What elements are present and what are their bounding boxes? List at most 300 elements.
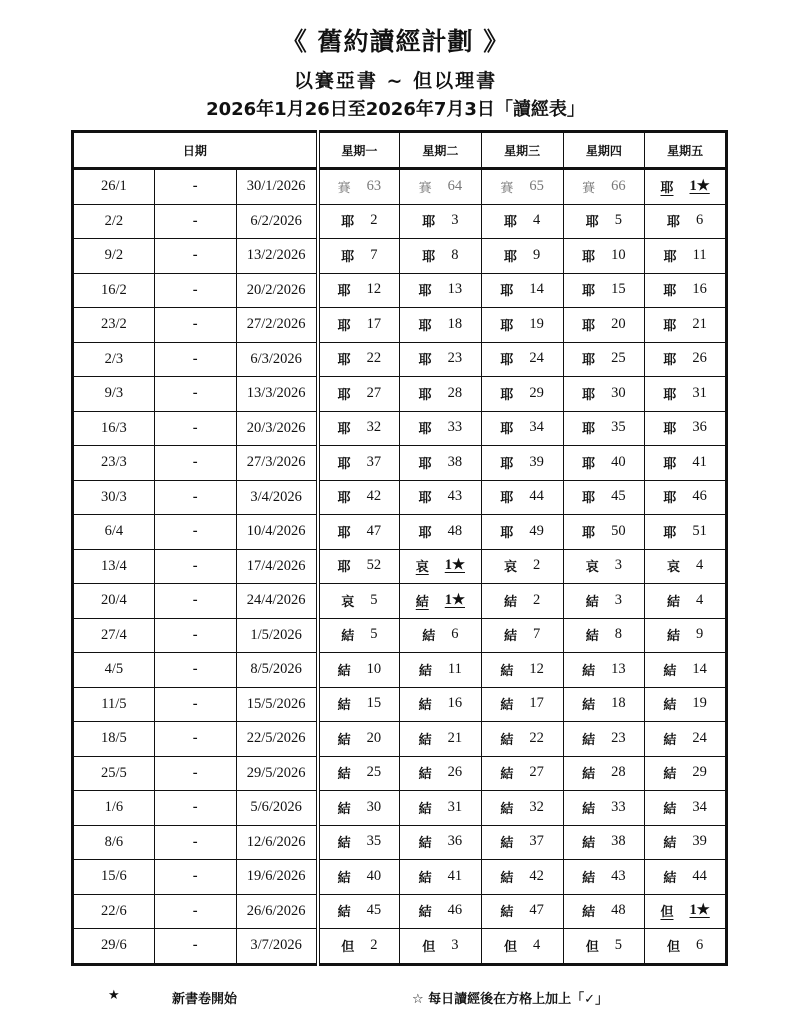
reading <box>667 591 703 610</box>
reading-cell-wednesday[interactable] <box>481 584 563 619</box>
book-abbrev: 耶 <box>503 249 517 265</box>
header-thursday: 星期四 <box>563 132 645 169</box>
chapter-number: 18 <box>611 695 626 712</box>
book-abbrev: 結 <box>582 732 596 748</box>
chapter-number: 20 <box>366 729 382 746</box>
reading-cell-monday[interactable] <box>318 239 400 274</box>
reading-cell-friday[interactable] <box>645 618 727 653</box>
reading-cell-wednesday[interactable] <box>481 929 563 965</box>
chapter-number: 14 <box>529 281 544 298</box>
book-abbrev: 耶 <box>418 284 432 300</box>
chapter-number: 4 <box>696 557 704 574</box>
reading-cell-thursday[interactable] <box>563 756 645 791</box>
book-abbrev: 耶 <box>663 387 677 403</box>
reading-cell-wednesday[interactable] <box>481 342 563 377</box>
book-abbrev: 結 <box>418 801 432 817</box>
date-dash: - <box>154 894 236 929</box>
reading-cell-wednesday[interactable] <box>481 480 563 515</box>
book-abbrev: 結 <box>582 801 596 817</box>
week-end-date: 8/5/2026 <box>236 653 318 688</box>
instruction-text: ☆ 每日讀經後在方格上加上「✓」 <box>412 992 609 1007</box>
reading <box>500 315 544 334</box>
reading-cell-monday[interactable] <box>318 308 400 343</box>
reading-cell-thursday[interactable] <box>563 342 645 377</box>
reading-cell-tuesday[interactable] <box>400 239 482 274</box>
reading-cell-friday[interactable] <box>645 169 727 205</box>
reading <box>419 384 463 403</box>
reading-cell-friday[interactable] <box>645 377 727 412</box>
reading <box>582 418 626 437</box>
chapter-number: 42 <box>366 488 382 505</box>
chapter-number: 45 <box>611 488 626 505</box>
book-abbrev: 結 <box>503 594 517 610</box>
week-start-date: 8/6 <box>73 825 155 860</box>
reading <box>663 384 707 403</box>
reading-cell-friday[interactable] <box>645 584 727 619</box>
reading <box>419 798 463 817</box>
reading <box>664 246 707 265</box>
book-abbrev: 耶 <box>341 249 355 265</box>
week-end-date: 26/6/2026 <box>236 894 318 929</box>
reading-cell-friday[interactable] <box>645 894 727 929</box>
book-abbrev: 哀 <box>415 560 429 576</box>
reading <box>500 522 544 541</box>
reading-cell-tuesday[interactable] <box>400 653 482 688</box>
reading-cell-wednesday[interactable] <box>481 411 563 446</box>
reading-cell-tuesday[interactable] <box>400 722 482 757</box>
reading <box>582 901 626 920</box>
week-start-date: 2/2 <box>73 204 155 239</box>
reading-cell-friday[interactable] <box>645 549 727 584</box>
chapter-number: 25 <box>611 350 626 367</box>
week-end-date: 22/5/2026 <box>236 722 318 757</box>
reading-cell-friday[interactable] <box>645 722 727 757</box>
reading-cell-thursday[interactable] <box>563 860 645 895</box>
reading-cell-tuesday[interactable] <box>400 342 482 377</box>
reading-cell-friday[interactable] <box>645 239 727 274</box>
reading-cell-wednesday[interactable] <box>481 860 563 895</box>
reading <box>504 556 540 575</box>
book-abbrev: 耶 <box>582 353 596 369</box>
book-abbrev: 結 <box>585 629 599 645</box>
week-start-date: 2/3 <box>73 342 155 377</box>
chapter-number: 48 <box>447 522 463 539</box>
reading-cell-thursday[interactable] <box>563 894 645 929</box>
reading-cell-thursday[interactable] <box>563 377 645 412</box>
reading-cell-friday[interactable] <box>645 756 727 791</box>
table-row <box>73 618 727 653</box>
book-abbrev: 結 <box>503 629 517 645</box>
book-abbrev: 耶 <box>663 353 677 369</box>
chapter-number: 25 <box>366 764 382 781</box>
reading-cell-monday[interactable] <box>318 687 400 722</box>
book-abbrev: 結 <box>663 767 677 783</box>
reading <box>419 418 463 437</box>
reading-cell-wednesday[interactable] <box>481 618 563 653</box>
book-abbrev: 結 <box>337 801 351 817</box>
book-abbrev: 但 <box>341 939 355 955</box>
reading-cell-friday[interactable] <box>645 791 727 826</box>
table-row <box>73 377 727 412</box>
reading-cell-monday[interactable] <box>318 342 400 377</box>
table-row <box>73 169 727 205</box>
reading-cell-thursday[interactable] <box>563 515 645 550</box>
week-start-date: 9/2 <box>73 239 155 274</box>
chapter-number: 44 <box>529 488 544 505</box>
chapter-number: 27 <box>366 384 382 401</box>
reading-cell-tuesday[interactable] <box>400 169 482 205</box>
chapter-number: 29 <box>529 384 544 401</box>
reading-cell-tuesday[interactable] <box>400 791 482 826</box>
reading <box>582 832 626 851</box>
book-abbrev: 耶 <box>582 318 596 334</box>
reading-cell-tuesday[interactable] <box>400 618 482 653</box>
reading <box>500 763 544 782</box>
book-abbrev: 結 <box>500 870 514 886</box>
chapter-number: 6 <box>696 212 704 229</box>
date-dash: - <box>154 342 236 377</box>
reading <box>663 832 707 851</box>
week-end-date: 30/1/2026 <box>236 169 318 205</box>
reading-cell-monday[interactable] <box>318 169 400 205</box>
chapter-number: 1★ <box>689 902 710 919</box>
reading-cell-monday[interactable] <box>318 653 400 688</box>
chapter-number: 5 <box>614 212 622 229</box>
reading <box>500 349 544 368</box>
reading-cell-tuesday[interactable] <box>400 860 482 895</box>
chapter-number: 47 <box>366 522 382 539</box>
book-abbrev: 結 <box>337 732 351 748</box>
book-abbrev: 耶 <box>500 491 514 507</box>
book-abbrev: 結 <box>337 767 351 783</box>
reading <box>663 315 707 334</box>
reading-cell-friday[interactable] <box>645 273 727 308</box>
reading-cell-tuesday[interactable] <box>400 584 482 619</box>
reading-cell-friday[interactable] <box>645 825 727 860</box>
reading-cell-wednesday[interactable] <box>481 169 563 205</box>
chapter-number: 42 <box>529 867 544 884</box>
subtitle: 以賽亞書 ~ 但以理書 <box>293 70 498 92</box>
chapter-number: 21 <box>447 729 463 746</box>
reading-cell-thursday[interactable] <box>563 791 645 826</box>
chapter-number: 48 <box>611 902 626 919</box>
reading-cell-monday[interactable] <box>318 894 400 929</box>
reading <box>500 798 544 817</box>
reading-cell-friday[interactable] <box>645 687 727 722</box>
book-abbrev: 耶 <box>337 560 351 576</box>
reading-cell-wednesday[interactable] <box>481 446 563 481</box>
reading-cell-tuesday[interactable] <box>400 894 482 929</box>
reading-cell-monday[interactable] <box>318 618 400 653</box>
reading-cell-monday[interactable] <box>318 860 400 895</box>
reading <box>663 453 707 472</box>
chapter-number: 30 <box>366 798 382 815</box>
reading-cell-wednesday[interactable] <box>481 722 563 757</box>
reading-cell-monday[interactable] <box>318 549 400 584</box>
reading-cell-thursday[interactable] <box>563 446 645 481</box>
reading-cell-friday[interactable] <box>645 411 727 446</box>
chapter-number: 65 <box>529 177 544 194</box>
chapter-number: 28 <box>611 764 626 781</box>
chapter-number: 16 <box>692 281 707 298</box>
reading <box>582 729 626 748</box>
reading-cell-wednesday[interactable] <box>481 653 563 688</box>
reading-cell-thursday[interactable] <box>563 308 645 343</box>
chapter-number: 36 <box>447 833 463 850</box>
book-abbrev: 結 <box>418 698 432 714</box>
reading-cell-thursday[interactable] <box>563 584 645 619</box>
reading <box>341 936 377 955</box>
table-row <box>73 860 727 895</box>
reading <box>582 280 626 299</box>
reading-cell-monday[interactable] <box>318 273 400 308</box>
reading-cell-tuesday[interactable] <box>400 446 482 481</box>
reading-cell-wednesday[interactable] <box>481 549 563 584</box>
reading <box>667 556 703 575</box>
reading-cell-monday[interactable] <box>318 584 400 619</box>
book-abbrev: 結 <box>582 698 596 714</box>
reading <box>582 315 626 334</box>
date-range: 2026年1月26日至2026年7月3日「讀經表」 <box>206 99 585 120</box>
reading-cell-tuesday[interactable] <box>400 411 482 446</box>
reading-cell-friday[interactable] <box>645 480 727 515</box>
table-row <box>73 411 727 446</box>
book-abbrev: 耶 <box>337 525 351 541</box>
reading <box>500 177 544 196</box>
chapter-number: 21 <box>692 315 707 332</box>
week-start-date: 6/4 <box>73 515 155 550</box>
reading-cell-wednesday[interactable] <box>481 791 563 826</box>
reading-cell-friday[interactable] <box>645 929 727 965</box>
reading-cell-wednesday[interactable] <box>481 515 563 550</box>
reading-cell-monday[interactable] <box>318 515 400 550</box>
reading <box>338 177 382 196</box>
book-abbrev: 但 <box>503 939 517 955</box>
reading-cell-wednesday[interactable] <box>481 825 563 860</box>
table-row <box>73 273 727 308</box>
header-tuesday: 星期二 <box>400 132 482 169</box>
reading <box>663 660 707 679</box>
book-abbrev: 結 <box>663 663 677 679</box>
reading-cell-tuesday[interactable] <box>400 308 482 343</box>
book-abbrev: 結 <box>582 767 596 783</box>
book-abbrev: 耶 <box>418 491 432 507</box>
chapter-number: 28 <box>447 384 463 401</box>
chapter-number: 5 <box>370 591 378 608</box>
reading <box>586 591 622 610</box>
reading-cell-monday[interactable] <box>318 825 400 860</box>
reading-cell-friday[interactable] <box>645 446 727 481</box>
table-row <box>73 791 727 826</box>
chapter-number: 3 <box>614 557 622 574</box>
chapter-number: 1★ <box>689 177 710 194</box>
reading-cell-monday[interactable] <box>318 446 400 481</box>
reading <box>419 901 463 920</box>
reading-cell-thursday[interactable] <box>563 687 645 722</box>
reading-cell-tuesday[interactable] <box>400 687 482 722</box>
chapter-number: 23 <box>611 729 626 746</box>
reading <box>500 867 544 886</box>
reading <box>422 625 458 644</box>
week-end-date: 6/2/2026 <box>236 204 318 239</box>
chapter-number: 40 <box>611 453 626 470</box>
reading-cell-tuesday[interactable] <box>400 929 482 965</box>
reading <box>338 522 382 541</box>
reading-cell-thursday[interactable] <box>563 653 645 688</box>
reading-cell-thursday[interactable] <box>563 722 645 757</box>
book-abbrev: 結 <box>500 767 514 783</box>
reading-cell-tuesday[interactable] <box>400 273 482 308</box>
reading-cell-wednesday[interactable] <box>481 239 563 274</box>
date-dash: - <box>154 446 236 481</box>
reading-cell-monday[interactable] <box>318 929 400 965</box>
week-end-date: 13/2/2026 <box>236 239 318 274</box>
book-abbrev: 耶 <box>337 456 351 472</box>
chapter-number: 63 <box>366 177 382 194</box>
book-abbrev: 耶 <box>500 387 514 403</box>
chapter-number: 14 <box>692 660 707 677</box>
legend-text: 新書卷開始 <box>172 992 238 1007</box>
reading-cell-tuesday[interactable] <box>400 515 482 550</box>
reading-cell-monday[interactable] <box>318 377 400 412</box>
chapter-number: 17 <box>529 695 544 712</box>
reading <box>504 591 540 610</box>
table-row <box>73 480 727 515</box>
book-abbrev: 結 <box>341 629 355 645</box>
reading <box>338 867 382 886</box>
reading-cell-monday[interactable] <box>318 411 400 446</box>
reading-cell-wednesday[interactable] <box>481 894 563 929</box>
book-abbrev: 結 <box>337 870 351 886</box>
reading-cell-wednesday[interactable] <box>481 308 563 343</box>
reading-cell-thursday[interactable] <box>563 480 645 515</box>
book-abbrev: 結 <box>500 905 514 921</box>
book-abbrev: 結 <box>422 629 436 645</box>
reading <box>663 349 707 368</box>
book-abbrev: 耶 <box>500 284 514 300</box>
reading <box>504 936 540 955</box>
book-abbrev: 耶 <box>418 456 432 472</box>
reading <box>338 487 382 506</box>
chapter-number: 6 <box>451 626 459 643</box>
reading-cell-monday[interactable] <box>318 722 400 757</box>
reading-cell-friday[interactable] <box>645 204 727 239</box>
reading <box>422 246 458 265</box>
new-book-reading <box>660 901 709 920</box>
chapter-number: 22 <box>529 729 544 746</box>
reading <box>338 384 382 403</box>
book-abbrev: 但 <box>660 905 674 921</box>
chapter-number: 5 <box>370 626 378 643</box>
reading-cell-friday[interactable] <box>645 653 727 688</box>
week-end-date: 20/2/2026 <box>236 273 318 308</box>
reading-cell-monday[interactable] <box>318 204 400 239</box>
reading-cell-tuesday[interactable] <box>400 480 482 515</box>
reading-cell-thursday[interactable] <box>563 273 645 308</box>
book-abbrev: 哀 <box>585 560 599 576</box>
week-end-date: 27/3/2026 <box>236 446 318 481</box>
book-abbrev: 耶 <box>663 525 677 541</box>
reading-cell-thursday[interactable] <box>563 825 645 860</box>
reading <box>338 453 382 472</box>
reading-cell-thursday[interactable] <box>563 169 645 205</box>
book-abbrev: 但 <box>666 939 680 955</box>
date-dash: - <box>154 239 236 274</box>
reading-cell-tuesday[interactable] <box>400 549 482 584</box>
chapter-number: 41 <box>692 453 707 470</box>
book-abbrev: 結 <box>418 905 432 921</box>
book-abbrev: 耶 <box>582 387 596 403</box>
date-dash: - <box>154 480 236 515</box>
chapter-number: 33 <box>447 419 463 436</box>
reading-cell-wednesday[interactable] <box>481 756 563 791</box>
book-abbrev: 結 <box>418 870 432 886</box>
reading-cell-thursday[interactable] <box>563 549 645 584</box>
reading-cell-wednesday[interactable] <box>481 687 563 722</box>
chapter-number: 11 <box>447 660 462 677</box>
chapter-number: 26 <box>447 764 463 781</box>
chapter-number: 43 <box>611 867 626 884</box>
date-dash: - <box>154 929 236 965</box>
book-abbrev: 結 <box>337 836 351 852</box>
reading-cell-tuesday[interactable] <box>400 756 482 791</box>
chapter-number: 2 <box>533 557 541 574</box>
chapter-number: 37 <box>529 833 544 850</box>
week-start-date: 25/5 <box>73 756 155 791</box>
book-abbrev: 結 <box>418 663 432 679</box>
reading <box>500 453 544 472</box>
reading-cell-thursday[interactable] <box>563 929 645 965</box>
chapter-number: 7 <box>533 626 541 643</box>
book-abbrev: 耶 <box>663 284 677 300</box>
reading-cell-tuesday[interactable] <box>400 204 482 239</box>
chapter-number: 1★ <box>444 591 465 608</box>
reading-cell-friday[interactable] <box>645 860 727 895</box>
chapter-number: 39 <box>529 453 544 470</box>
table-header-row <box>73 132 727 169</box>
reading-cell-wednesday[interactable] <box>481 377 563 412</box>
reading-cell-thursday[interactable] <box>563 239 645 274</box>
reading-cell-monday[interactable] <box>318 756 400 791</box>
reading-cell-friday[interactable] <box>645 515 727 550</box>
chapter-number: 32 <box>529 798 544 815</box>
reading-cell-friday[interactable] <box>645 342 727 377</box>
reading-cell-friday[interactable] <box>645 308 727 343</box>
reading-cell-wednesday[interactable] <box>481 204 563 239</box>
chapter-number: 22 <box>366 350 382 367</box>
reading <box>500 694 544 713</box>
reading-cell-wednesday[interactable] <box>481 273 563 308</box>
reading <box>341 625 377 644</box>
chapter-number: 35 <box>611 419 626 436</box>
date-dash: - <box>154 653 236 688</box>
reading-cell-thursday[interactable] <box>563 204 645 239</box>
reading-cell-tuesday[interactable] <box>400 825 482 860</box>
week-start-date: 30/3 <box>73 480 155 515</box>
reading-cell-thursday[interactable] <box>563 618 645 653</box>
reading-cell-tuesday[interactable] <box>400 377 482 412</box>
chapter-number: 52 <box>366 557 382 574</box>
book-abbrev: 耶 <box>418 387 432 403</box>
reading <box>338 729 382 748</box>
book-abbrev: 耶 <box>337 353 351 369</box>
chapter-number: 11 <box>692 246 707 263</box>
reading-cell-monday[interactable] <box>318 791 400 826</box>
chapter-number: 46 <box>692 488 707 505</box>
reading <box>422 936 458 955</box>
reading-cell-thursday[interactable] <box>563 411 645 446</box>
reading-cell-monday[interactable] <box>318 480 400 515</box>
